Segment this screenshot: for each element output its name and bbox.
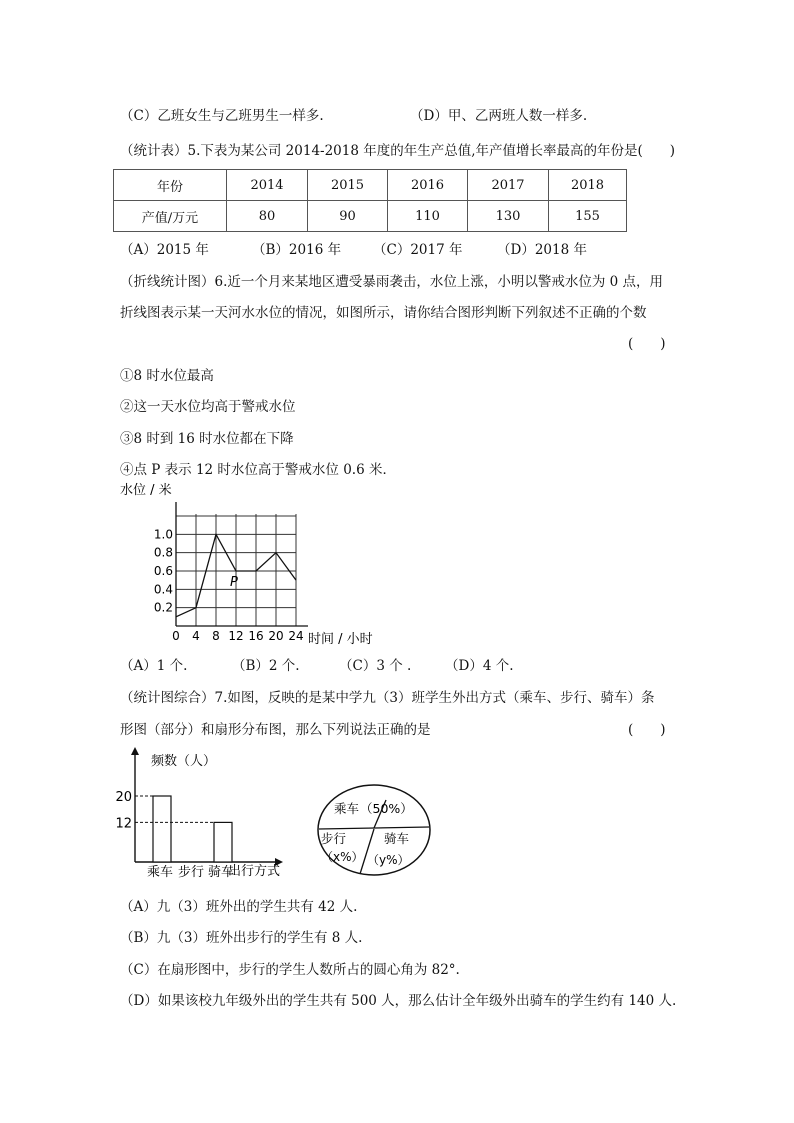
q6-option-c: （C）3 个 . [339,658,412,674]
q6-statement-1: ①8 时水位最高 [120,368,214,384]
q5-option-d: （D）2018 年 [497,242,587,258]
y-axis-arrow [131,747,139,755]
q7-option-a: （A）九（3）班外出的学生共有 42 人. [120,899,358,915]
q6-option-d: （D）4 个. [445,658,514,674]
table-cell: 155 [549,201,627,232]
y-tick-label: 0.2 [153,600,173,615]
x-tick-label: 0 [172,629,180,643]
table-cell: 2017 [468,170,549,201]
bar [214,822,232,862]
travel-bar-chart [115,745,290,880]
x-tick-label: 12 [228,629,244,643]
x-tick-label: 16 [248,629,264,643]
y-tick-label: 20 [115,790,132,805]
bars [135,796,232,862]
table-row-value [114,201,627,232]
pie-slice-label: 骑车 [384,831,410,846]
table-cell: 80 [227,201,308,232]
table-cell: 2016 [388,170,468,201]
x-tick-label: 8 [212,629,220,643]
table-cell: 2018 [549,170,627,201]
q6-statement-2: ②这一天水位均高于警戒水位 [120,399,296,415]
q6-stem-line1: （折线统计图）6.近一个月来某地区遭受暴雨袭击，水位上涨，小明以警戒水位为 0 点，用 [120,274,664,290]
y-axis-label: 水位 / 米 [120,483,172,498]
q5-option-a: （A）2015 年 [120,242,209,258]
q7-stem-line2: 形图（部分）和扇形分布图，那么下列说法正确的是 [120,722,431,738]
table-cell: 2014 [227,170,308,201]
q6-statement-4: ④点 P 表示 12 时水位高于警戒水位 0.6 米． [120,462,396,478]
pie-slice-label: 乘车 [334,801,360,816]
q4-option-c: （C）乙班女生与乙班男生一样多. [120,108,324,124]
q6-stem-line2: 折线图表示某一天河水水位的情况，如图所示，请你结合图形判断下列叙述不正确的个数 [120,305,647,321]
q7-option-b: （B）九（3）班外出步行的学生有 8 人. [120,930,363,946]
water-level-line-chart [118,478,398,648]
travel-pie-chart [314,780,436,878]
table-row-year [114,170,627,201]
y-tick-label: 0.8 [153,545,173,560]
y-tick-label: 1.0 [153,527,173,542]
q6-option-b: （B）2 个. [232,658,300,674]
q7-option-d: （D）如果该校九年级外出的学生共有 500 人，那么估计全年级外出骑车的学生约有 140 人. [120,993,677,1009]
table-cell: 2015 [308,170,388,201]
q7-option-c: （C）在扇形图中，步行的学生人数所占的圆心角为 82°. [120,962,460,978]
q6-option-a: （A）1 个. [120,658,188,674]
pie-slice-value: （y%） [367,853,410,867]
x-tick-label: 4 [192,629,200,643]
table-cell: 90 [308,201,388,232]
q5-option-c: （C）2017 年 [373,242,463,258]
x-axis-label: 时间 / 小时 [308,632,373,647]
q6-answer-bracket: ( ) [628,336,666,352]
x-tick-label: 20 [268,629,284,643]
category-label: 步行 [177,865,205,880]
production-table [113,169,627,232]
q5-option-b: （B）2016 年 [252,242,342,258]
table-header-year: 年份 [114,170,227,201]
q5-stem: （统计表）5.下表为某公司 2014-2018 年度的年生产总值,年产值增长率最高的年份是( ) [120,143,676,159]
q4-option-d: （D）甲、乙两班人数一样多. [410,108,588,124]
y-axis-label: 频数（人） [151,754,217,769]
pie-slice-value: （x%） [321,850,364,864]
table-cell: 130 [468,201,549,232]
y-tick-label: 12 [115,816,132,832]
q6-statement-3: ③8 时到 16 时水位都在下降 [120,431,294,447]
point-p-label: P [230,575,238,590]
table-header-value: 产值/万元 [114,201,227,232]
bar [153,796,171,862]
x-axis-label: 出行方式 [228,864,281,879]
table-cell: 110 [388,201,468,232]
pie-slice-label: 步行 [321,831,347,846]
x-tick-label: 24 [288,629,304,643]
y-tick-label: 0.6 [153,564,173,578]
category-label: 乘车 [146,865,174,880]
y-tick-label: 0.4 [153,582,173,597]
pie-slice-value: （50%） [360,801,413,816]
q7-stem-line1: （统计图综合）7.如图，反映的是某中学九（3）班学生外出方式（乘车、步行、骑车）条 [120,690,655,706]
category-label: 骑车 [207,865,235,880]
q7-answer-bracket: ( ) [628,722,666,738]
